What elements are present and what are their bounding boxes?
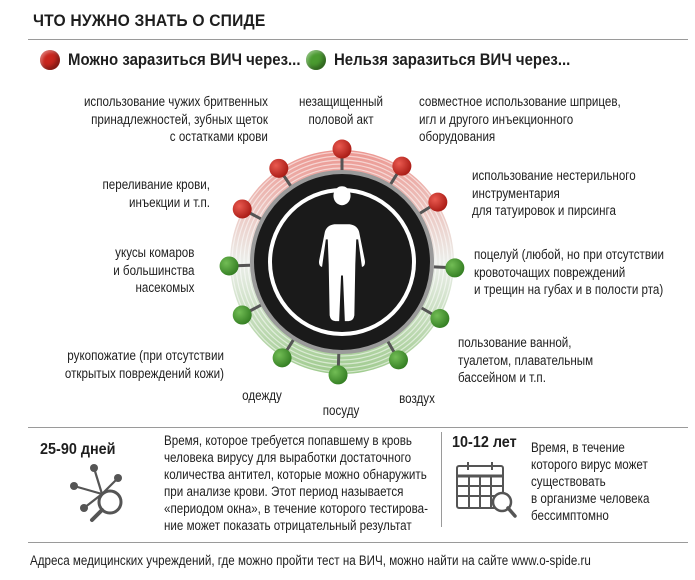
page-title: ЧТО НУЖНО ЗНАТЬ О СПИДЕ <box>33 11 266 30</box>
window-period-description <box>164 432 428 534</box>
cannot-item-line: насекомых <box>135 280 194 295</box>
cannot-item-dishes <box>311 402 371 420</box>
cannot-item-line: укусы комаров <box>114 245 194 260</box>
description-line: существовать <box>531 474 606 489</box>
green-pin-icon <box>273 348 292 367</box>
magnifier-molecule-icon <box>62 458 138 524</box>
description-line: бессимптомно <box>531 508 609 523</box>
cannot-item-clothes <box>232 387 292 405</box>
green-pin-icon <box>329 365 348 384</box>
cannot-item-line: открытых повреждений кожи) <box>64 365 224 381</box>
description-line: в организме человека <box>531 491 650 506</box>
cannot-item-line: одежду <box>242 388 282 403</box>
category-can-label: Можно заразиться ВИЧ через... <box>68 50 301 69</box>
description-line: Время, в течение <box>531 440 625 455</box>
can-item-line: инъекции и т.п. <box>128 194 210 210</box>
can-item-line: половой акт <box>308 111 374 127</box>
cannot-item-line: и трещин на губах и в полости рта) <box>474 282 664 297</box>
can-item-line: переливание крови, <box>102 177 210 192</box>
red-pin-icon <box>392 157 411 176</box>
can-item-line: игл и другого инъекционного <box>419 111 574 127</box>
footer-note: Адреса медицинских учреждений, где можно пройти тест на ВИЧ, можно найти на сайте www.o-spide.ru <box>30 553 591 568</box>
latent-period-description <box>531 439 649 524</box>
cannot-item-line: кровоточащих повреждений <box>474 264 626 280</box>
cannot-item-kiss <box>474 246 664 299</box>
can-item-razor <box>84 93 268 146</box>
category-cannot-label: Нельзя заразиться ВИЧ через... <box>334 50 571 69</box>
cannot-item-bath <box>458 334 593 387</box>
can-item-transfusion <box>103 176 210 211</box>
description-line: Время, которое требуется попавшему в кровь <box>164 433 412 448</box>
cannot-item-line: бассейном и т.п. <box>458 370 546 385</box>
description-line: которого вирус может <box>531 457 648 472</box>
can-item-line: для татуировок и пирсинга <box>472 203 616 218</box>
can-item-line: принадлежностей, зубных щеток <box>91 111 269 127</box>
green-pin-icon <box>389 350 408 369</box>
green-pin-icon <box>445 258 464 277</box>
green-pin-icon <box>233 306 252 325</box>
section-divider <box>28 427 688 428</box>
cannot-item-insects <box>113 244 194 297</box>
calendar-search-icon <box>454 460 518 520</box>
cannot-item-line: туалетом, плавательным <box>458 352 594 368</box>
red-pin-icon <box>333 140 352 159</box>
can-item-line: использование нестерильного <box>472 168 636 183</box>
cannot-item-line: посуду <box>322 403 360 418</box>
can-item-sex <box>298 93 384 128</box>
can-item-tattoo <box>472 167 636 220</box>
cannot-item-line: рукопожатие (при отсутствии <box>67 348 224 363</box>
cannot-item-air <box>387 390 447 408</box>
footer-divider <box>28 542 688 543</box>
description-line: количества антител, которые можно обнаружить <box>164 467 427 482</box>
cannot-item-line: поцелуй (любой, но при отсутствии <box>474 247 665 262</box>
description-line: человека вирусу для выработки достаточного <box>164 450 412 465</box>
latent-period-value: 10-12 лет <box>452 434 517 451</box>
can-item-line: совместное использование шприцев, <box>419 94 621 109</box>
description-line: «периодом окна», в течение которого тестирова- <box>164 501 428 516</box>
can-item-line: незащищенный <box>299 94 383 109</box>
can-item-line: использование чужих бритвенных <box>84 94 268 109</box>
can-item-line: с остатками крови <box>169 129 268 144</box>
cannot-item-handshake <box>65 347 224 382</box>
window-period-value: 25-90 дней <box>40 441 116 458</box>
description-line: при анализе крови. Этот период называется <box>164 484 404 499</box>
can-item-line: инструментария <box>472 185 560 201</box>
red-pin-icon <box>233 199 252 218</box>
section-separator <box>441 432 442 527</box>
green-pin-icon <box>430 309 449 328</box>
cannot-item-line: воздух <box>399 391 435 406</box>
red-pin-icon <box>428 193 447 212</box>
can-item-syringes <box>419 93 621 146</box>
red-pin-icon <box>269 159 288 178</box>
description-line: ние может показать отрицательный результат <box>164 518 412 533</box>
can-item-line: оборудования <box>419 129 496 144</box>
cannot-item-line: и большинства <box>112 262 194 278</box>
green-pin-icon <box>220 256 239 275</box>
cannot-item-line: пользование ванной, <box>458 335 572 350</box>
